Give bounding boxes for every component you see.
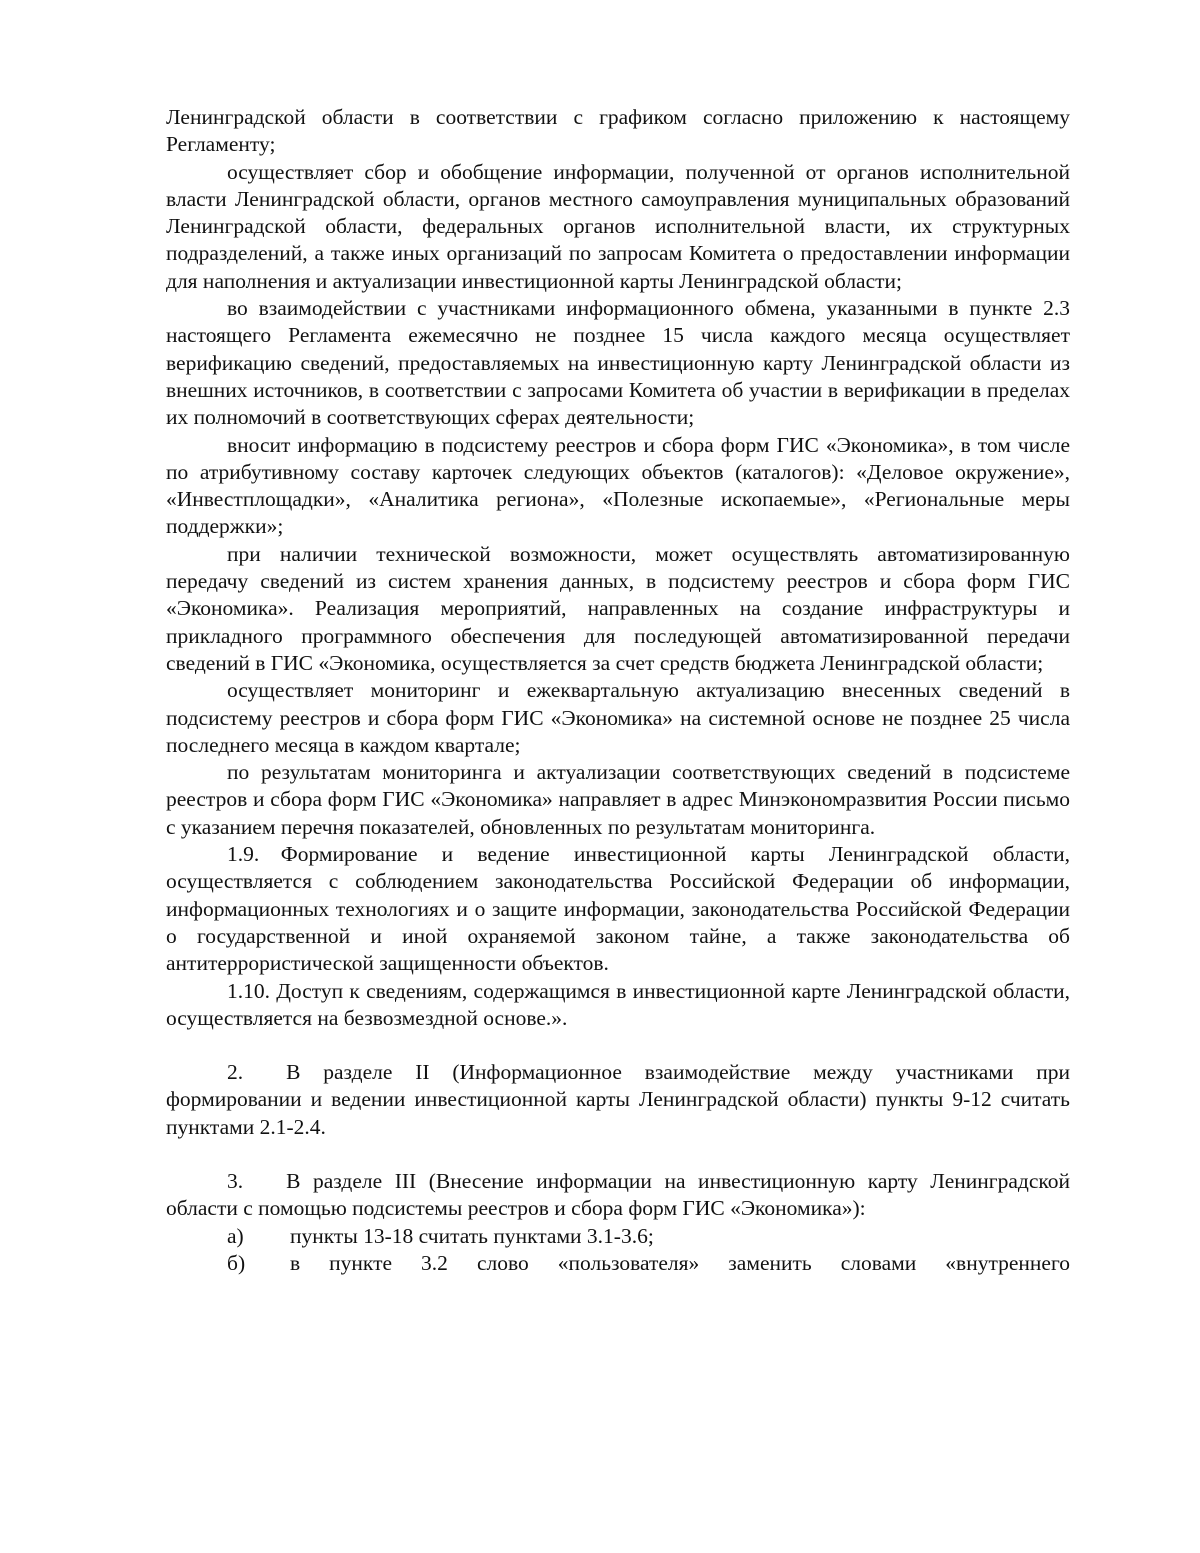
clause-1-10: 1.10. Доступ к сведениям, содержащимся в инвестиционной карте Ленинградской области, осуществляется на безвозмездной основе.». (166, 978, 1070, 1030)
paragraph-monitoring: осуществляет мониторинг и ежеквартальную актуализацию внесенных сведений в подсистему реестров и сбора форм ГИС «Экономика» на системной основе не позднее 25 числа последнего месяца в каждом квартале; (166, 678, 1070, 757)
clause-3: 3. В разделе III (Внесение информации на инвестиционную карту Ленинградской области с помощью подсистемы реестров и сбора форм ГИС «Экономика»): (166, 1168, 1070, 1221)
section-gap (166, 1141, 1070, 1168)
paragraph-verification: во взаимодействии с участниками информационного обмена, указанными в пункте 2.3 настоящего Регламента ежемесячно не позднее 15 числа каждого месяца осуществляет верификацию сведений, предоставляемых на инвестиционную карту Ленинградской области из внешних источников, в соответствии с запросами Комитета об участии в верификации в пределах их полномочий в соответствующих сферах деятельности; (166, 296, 1070, 430)
paragraph-collection: осуществляет сбор и обобщение информации, полученной от органов исполнительной власти Ленинградской области, органов местного самоуправления муниципальных образований Ленинградской области, федеральных органов исполнительной власти, их структурных подразделений, а также иных организаций по запросам Комитета о предоставлении информации для наполнения и актуализации инвестиционной карты Ленинградской области; (166, 159, 1070, 293)
paragraph-continuation: Ленинградской области в соответствии с графиком согласно приложению к настоящему Регламенту; (166, 105, 1070, 157)
document-page (166, 104, 1070, 1277)
section-gap (166, 1032, 1070, 1059)
paragraph-data-entry: вносит информацию в подсистему реестров и сбора форм ГИС «Экономика», в том числе по атрибутивному составу карточек следующих объектов (каталогов): «Деловое окружение», «Инвестплощадки», «Аналитика региона», «Полезные ископаемые», «Региональные меры поддержки»; (166, 432, 1070, 539)
clause-1-9: 1.9. Формирование и ведение инвестиционной карты Ленинградской области, осуществляется с соблюдением законодательства Российской Федерации об информации, информационных технологиях и о защите информации, законодательства Российской Федерации о государственной и иной охраняемой законом тайне, а также законодательства об антитеррористической защищенности объектов. (166, 842, 1070, 976)
subitem-marker: б) (227, 1250, 246, 1275)
subitem-b (166, 1250, 1070, 1277)
subitem-text: в пункте 3.2 слово «пользователя» заменить словами «внутреннего (290, 1250, 1070, 1275)
paragraph-automated-transfer: при наличии технической возможности, может осуществлять автоматизированную передачу сведений из систем хранения данных, в подсистему реестров и сбора форм ГИС «Экономика». Реализация мероприятий, направленных на создание инфраструктуры и прикладного программного обеспечения для последующей автоматизированной передачи сведений в ГИС «Экономика, осуществляется за счет средств бюджета Ленинградской области; (166, 541, 1070, 675)
subitem-a (166, 1223, 1070, 1250)
subitem-marker: а) (227, 1223, 244, 1248)
subitem-text: пункты 13-18 считать пунктами 3.1-3.6; (290, 1223, 654, 1248)
clause-2: 2. В разделе II (Информационное взаимодействие между участниками при формировании и ведении инвестиционной карты Ленинградской области) пункты 9-12 считать пунктами 2.1-2.4. (166, 1060, 1070, 1139)
paragraph-monitoring-results: по результатам мониторинга и актуализации соответствующих сведений в подсистеме реестров и сбора форм ГИС «Экономика» направляет в адрес Минэкономразвития России письмо с указанием перечня показателей, обновленных по результатам мониторинга. (166, 760, 1070, 839)
